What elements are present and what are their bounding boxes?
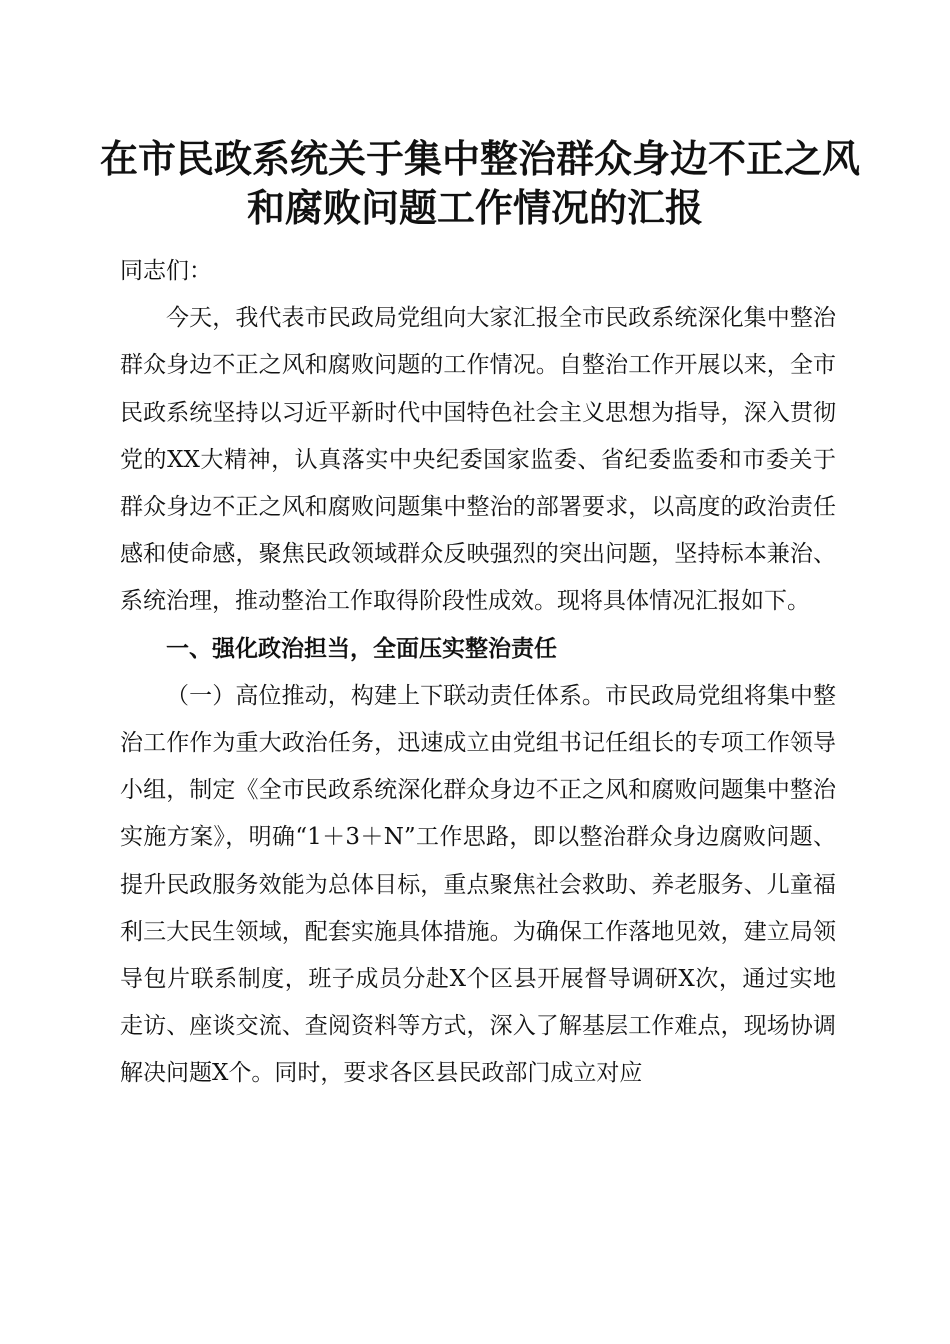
salutation: 同志们：: [120, 258, 212, 284]
intro-paragraph: 今天，我代表市民政局党组向大家汇报全市民政系统深化集中整治群众身边不正之风和腐败问题的工作情况。自整治工作开展以来，全市民政系统坚持以习近平新时代中国特色社会主义思想为指导，深入贯彻党的XX大精神，认真落实中央纪委国家监委、省纪委监委和市委关于群众身边不正之风和腐败问题集中整治的部署要求，以高度的政治责任感和使命感，聚焦民政领域群众反映强烈的突出问题，坚持标本兼治、系统治理，推动整治工作取得阶段性成效。现将具体情况汇报如下。: [120, 305, 836, 615]
section-heading-1: 一、强化政治担当，全面压实整治责任: [166, 635, 557, 662]
subsection-paragraph-1: [120, 673, 836, 1098]
subsection-lead: （一）高位推动，构建上下联动责任体系。: [166, 682, 606, 709]
title-line-2: 和腐败问题工作情况的汇报: [246, 185, 703, 230]
title-line-1: 在市民政系统关于集中整治群众身边不正之风: [100, 136, 861, 181]
document-body: [120, 248, 836, 1098]
document-title: [100, 134, 861, 232]
subsection-body: 市民政局党组将集中整治工作作为重大政治任务，迅速成立由党组书记任组长的专项工作领导小组，制定《全市民政系统深化群众身边不正之风和腐败问题集中整治实施方案》，明确“1＋3＋N”工作思路，即以整治群众身边腐败问题、提升民政服务效能为总体目标，重点聚焦社会救助、养老服务、儿童福利三大民生领域，配套实施具体措施。为确保工作落地见效，建立局领导包片联系制度，班子成员分赴X个区县开展督导调研X次，通过实地走访、座谈交流、查阅资料等方式，深入了解基层工作难点，现场协调解决问题X个。同时，要求各区县民政部门成立对应: [120, 682, 837, 1087]
